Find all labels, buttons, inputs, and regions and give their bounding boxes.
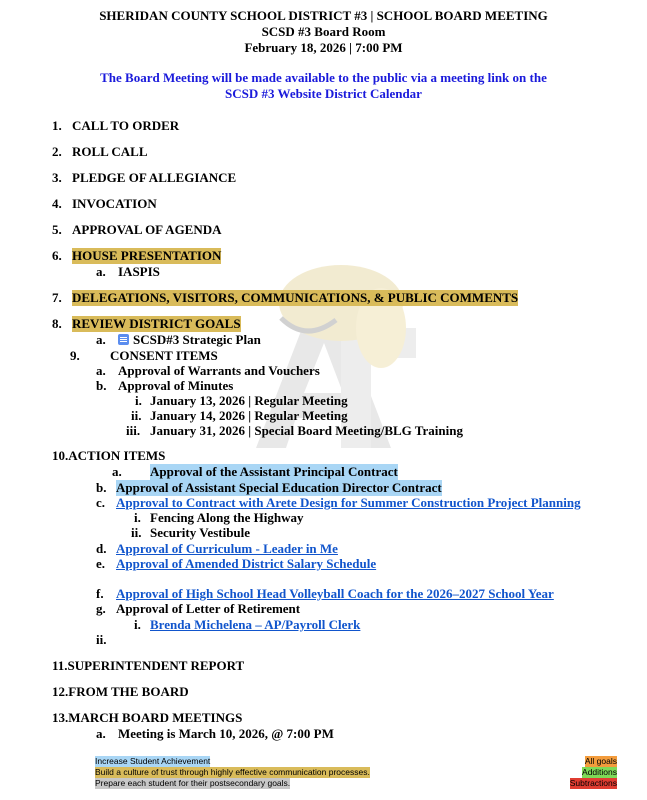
agenda-item-roll-call: ROLL CALL (72, 144, 148, 159)
agenda-item-public-comments: DELEGATIONS, VISITORS, COMMUNICATIONS, & PUBLIC COMMENTS (72, 290, 519, 305)
sub-item-marker: g. (96, 601, 106, 616)
sub-item-marker: a. (96, 332, 106, 347)
strategic-plan-chip[interactable] (118, 332, 261, 348)
minutes-jan-14: January 14, 2026 | Regular Meeting (150, 408, 348, 423)
agenda-item-review-goals: REVIEW DISTRICT GOALS (72, 316, 241, 331)
agenda-item-invocation: INVOCATION (72, 196, 157, 211)
sub-sub-marker: ii. (96, 632, 107, 647)
sub-sub-marker: ii. (131, 408, 142, 423)
agenda-item-5-number: 5. (52, 222, 62, 237)
agenda-item-6-number: 6. (52, 248, 62, 263)
strategic-plan-label: SCSD#3 Strategic Plan (133, 332, 261, 347)
legend-goal-postsecondary: Prepare each student for their postsecondary goals. (95, 778, 291, 788)
sub-item-marker: e. (96, 556, 106, 571)
sub-item-marker: b. (96, 378, 107, 393)
agenda-item-pledge: PLEDGE OF ALLEGIANCE (72, 170, 237, 185)
sub-sub-marker: i. (134, 510, 141, 525)
sub-item-marker: f. (96, 586, 104, 601)
link-arete-design-contract[interactable]: Approval to Contract with Arete Design for Summer Construction Project Planning (116, 495, 581, 510)
sub-item-marker: b. (96, 480, 107, 495)
agenda-item-approval-of-agenda: APPROVAL OF AGENDA (72, 222, 222, 237)
sub-item-marker: a. (96, 264, 106, 279)
sub-sub-marker: ii. (131, 525, 142, 540)
sub-item-marker: a. (96, 363, 106, 378)
meeting-date: February 18, 2026 | 7:00 PM (244, 40, 403, 55)
agenda-item-superintendent-report: 11.SUPERINTENDENT REPORT (52, 658, 245, 673)
sub-item-warrants: Approval of Warrants and Vouchers (118, 363, 320, 378)
sub-item-marker: a. (112, 464, 122, 479)
sub-sub-marker: i. (135, 393, 142, 408)
link-salary-schedule[interactable]: Approval of Amended District Salary Schedule (116, 556, 377, 571)
legend-goal-achievement: Increase Student Achievement (95, 756, 211, 766)
agenda-item-house-presentation: HOUSE PRESENTATION (72, 248, 222, 263)
action-retirement-letter: Approval of Letter of Retirement (116, 601, 301, 616)
agenda-item-1-number: 1. (52, 118, 62, 133)
agenda-item-4-number: 4. (52, 196, 62, 211)
legend-key-additions: Additions (582, 767, 617, 777)
legend-goal-communication: Build a culture of trust through highly effective communication processes. (95, 767, 370, 777)
action-sped-director: Approval of Assistant Special Education Director Contract (116, 480, 442, 495)
minutes-jan-31: January 31, 2026 | Special Board Meeting/BLG Training (150, 423, 463, 438)
sub-sub-marker: i. (134, 617, 141, 632)
sub-item-marker: a. (96, 726, 106, 741)
agenda-item-action-items: 10.ACTION ITEMS (52, 448, 166, 463)
link-brenda-michelena[interactable]: Brenda Michelena – AP/Payroll Clerk (150, 617, 361, 632)
agenda-item-3-number: 3. (52, 170, 62, 185)
agenda-item-from-the-board: 12.FROM THE BOARD (52, 684, 189, 699)
legend-key-all-goals: All goals (584, 756, 617, 766)
link-leader-in-me[interactable]: Approval of Curriculum - Leader in Me (116, 541, 338, 556)
agenda-item-2-number: 2. (52, 144, 62, 159)
sub-sub-marker: iii. (126, 423, 141, 438)
agenda-item-consent-items: CONSENT ITEMS (110, 348, 218, 363)
agenda-item-9-number: 9. (70, 348, 80, 363)
sub-item-marker: c. (96, 495, 106, 510)
minutes-jan-13: January 13, 2026 | Regular Meeting (150, 393, 348, 408)
document-icon (118, 334, 129, 345)
security-vestibule: Security Vestibule (150, 525, 251, 540)
public-notice-line2: SCSD #3 Website District Calendar (225, 86, 422, 101)
sub-item-minutes: Approval of Minutes (118, 378, 234, 393)
agenda-item-7-number: 7. (52, 290, 62, 305)
agenda-item-call-to-order: CALL TO ORDER (72, 118, 180, 133)
agenda-item-8-number: 8. (52, 316, 62, 331)
march-meeting-date: Meeting is March 10, 2026, @ 7:00 PM (118, 726, 334, 741)
link-volleyball-coach[interactable]: Approval of High School Head Volleyball Coach for the 2026–2027 School Year (116, 586, 554, 601)
agenda-item-march-meetings: 13.MARCH BOARD MEETINGS (52, 710, 243, 725)
public-notice-line1: The Board Meeting will be made available to the public via a meeting link on the (100, 70, 547, 85)
sub-item-iaspis: IASPIS (118, 264, 160, 279)
fencing-highway: Fencing Along the Highway (150, 510, 304, 525)
meeting-location: SCSD #3 Board Room (261, 24, 386, 39)
district-title: SHERIDAN COUNTY SCHOOL DISTRICT #3 | SCHOOL BOARD MEETING (99, 8, 548, 23)
sub-item-marker: d. (96, 541, 107, 556)
legend-key-subtractions: Subtractions (569, 778, 617, 788)
action-assistant-principal: Approval of the Assistant Principal Contract (150, 464, 398, 479)
